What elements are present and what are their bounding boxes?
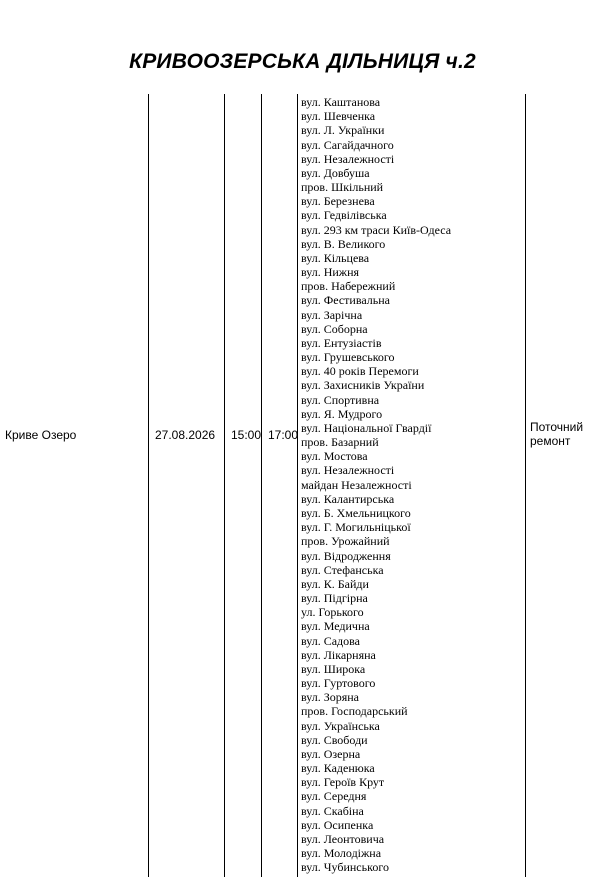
street-item: вул. Чубинського — [301, 860, 389, 875]
street-item: вул. Б. Хмельницкого — [301, 505, 411, 520]
street-item: вул. Калантирська — [301, 491, 395, 506]
street-item: вул. Кільцева — [301, 250, 370, 265]
street-item: вул. Березнева — [301, 194, 375, 209]
street-item: вул. Грушевського — [301, 350, 395, 365]
street-item: вул. Гедвілівська — [301, 208, 387, 223]
street-item: вул. Каденюка — [301, 761, 375, 776]
street-item: вул. Свободи — [301, 732, 368, 747]
street-item: вул. Підгірна — [301, 591, 368, 606]
reason-cell: Поточний ремонт — [530, 420, 584, 448]
street-item: ул. Горького — [301, 605, 364, 620]
street-item: вул. К. Байди — [301, 576, 369, 591]
street-item: вул. 40 років Перемоги — [301, 364, 419, 379]
street-list — [301, 95, 524, 874]
street-item: вул. 293 км траси Київ-Одеса — [301, 222, 452, 237]
street-item: вул. Зоряна — [301, 690, 359, 705]
street-item: вул. Сагайдачного — [301, 137, 394, 152]
street-item: вул. Каштанова — [301, 95, 381, 109]
column-divider — [261, 94, 262, 877]
street-item: вул. Незалежності — [301, 463, 395, 478]
street-item: вул. Широка — [301, 661, 366, 676]
street-item: вул. Довбуша — [301, 165, 370, 180]
column-divider — [297, 94, 298, 877]
date-cell: 27.08.2026 — [155, 428, 216, 442]
street-item: вул. Мостова — [301, 449, 368, 464]
street-item: вул. Ентузіастів — [301, 335, 382, 350]
street-item: вул. Молодіжна — [301, 846, 382, 861]
street-item: вул. Відродження — [301, 548, 391, 563]
time-end-cell: 17:00 — [268, 428, 299, 442]
street-item: вул. Героїв Крут — [301, 775, 385, 790]
street-item: вул. Озерна — [301, 746, 361, 761]
street-item: вул. Фестивальна — [301, 293, 390, 308]
street-item: вул. Осипенка — [301, 817, 374, 832]
street-item: вул. Українська — [301, 718, 380, 733]
street-item: вул. Г. Могильніцької — [301, 520, 411, 535]
column-divider — [224, 94, 225, 877]
street-item: вул. Зарічна — [301, 307, 363, 322]
street-item: вул. Леонтовича — [301, 831, 385, 846]
street-item: пров. Базарний — [301, 435, 379, 450]
street-item: пров. Шкільний — [301, 180, 384, 195]
street-item: пров. Урожайний — [301, 534, 390, 549]
street-item: майдан Незалежності — [301, 477, 412, 492]
street-item: вул. Середня — [301, 789, 367, 804]
page-title: КРИВООЗЕРСЬКА ДІЛЬНИЦЯ ч.2 — [129, 50, 476, 73]
street-item: вул. Шевченка — [301, 109, 376, 124]
column-divider — [148, 94, 149, 877]
settlement-cell: Криве Озеро — [5, 428, 77, 442]
street-item: вул. Національної Гвардії — [301, 420, 432, 435]
street-item: вул. Незалежності — [301, 151, 395, 166]
street-item: вул. Я. Мудрого — [301, 406, 383, 421]
street-item: пров. Господарський — [301, 704, 408, 719]
street-item: вул. В. Великого — [301, 236, 386, 251]
street-item: вул. Спортивна — [301, 392, 380, 407]
street-item: вул. Л. Українки — [301, 123, 385, 138]
street-item: вул. Стефанська — [301, 562, 384, 577]
street-item: вул. Медична — [301, 619, 370, 634]
street-item: вул. Соборна — [301, 321, 368, 336]
street-item: вул. Лікарняна — [301, 647, 376, 662]
time-start-cell: 15:00 — [231, 428, 262, 442]
street-item: пров. Набережний — [301, 279, 396, 294]
street-item: вул. Скабіна — [301, 803, 364, 818]
street-item: вул. Садова — [301, 633, 360, 648]
street-item: вул. Гуртового — [301, 676, 376, 691]
street-item: вул. Нижня — [301, 265, 360, 280]
street-item: вул. Захисників України — [301, 378, 425, 393]
column-divider — [525, 94, 526, 877]
